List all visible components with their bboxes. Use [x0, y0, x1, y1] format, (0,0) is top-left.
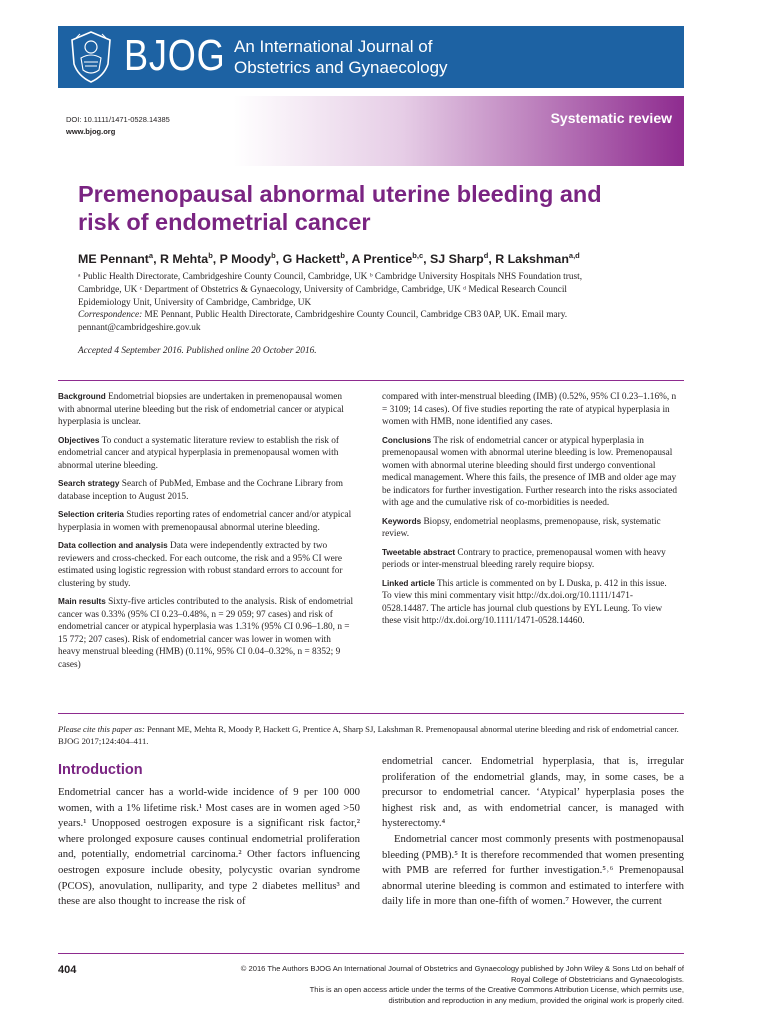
journal-brand: BJOG — [124, 31, 226, 80]
abstract-text: Biopsy, endometrial neoplasms, premenopause, risk, systematic review. — [382, 516, 661, 539]
affiliations-text: ᵃ Public Health Directorate, Cambridgeshire County Council, Cambridge, UK ᵇ Cambridge University Hospitals NHS Foundation trust, Cambridge, UK ᶜ Department of Obstetrics & Gynaecology, University of Cambridge, Cambridge, UK ᵈ Medical Research Council Epidemiology Unit, University of Cambridge, Cambridge, UK — [78, 272, 583, 308]
doi: DOI: 10.1111/1471-0528.14385 — [66, 115, 170, 124]
abstract-paragraph — [58, 391, 354, 429]
abstract-text: Search of PubMed, Embase and the Cochrane Library from database inception to August 2015. — [58, 479, 344, 502]
page-number: 404 — [58, 964, 77, 976]
abstract-divider-bottom — [58, 713, 684, 714]
abstract-label: Background — [58, 392, 106, 401]
author-name: P Moody — [219, 252, 272, 267]
abstract-paragraph — [382, 547, 678, 572]
abstract-paragraph — [58, 509, 354, 534]
author-name: SJ Sharp — [430, 252, 484, 267]
abstract-text: To conduct a systematic literature review to establish the risk of endometrial cancer and atypical hyperplasia in premenopausal women with abnormal uterine bleeding. — [58, 435, 339, 471]
abstract-label: Keywords — [382, 516, 422, 526]
citation-lead: Please cite this paper as: — [58, 724, 145, 734]
abstract-paragraph — [382, 435, 678, 510]
abstract-label: Tweetable abstract — [382, 547, 456, 557]
author-affiliation-marker: a,d — [568, 251, 580, 260]
abstract-text: Sixty-five articles contributed to the analysis. Risk of endometrial cancer was 0.33% (95% CI 0.23–0.48%, n = 29 059; 97 cases) and risk of endometrial cancer or atypical hyperplasia was 1.31% (95% CI 0.96–1.80, n = 15 772; 207 cases). Risk of endometrial cancer was lower in women with heavy menstrual bleeding (HMB) (0.11%, 95% CI 0.04–0.32%, n = 8352; 9 cases) — [58, 597, 354, 670]
doi-band — [58, 96, 684, 166]
affiliations — [78, 271, 678, 335]
abstract-label: Selection criteria — [58, 510, 124, 519]
abstract-paragraph — [58, 435, 354, 473]
abstract-paragraph — [382, 578, 678, 628]
article-type: Systematic review — [550, 110, 672, 126]
author-name: R Lakshman — [495, 252, 569, 267]
abstract-right-column — [382, 391, 678, 634]
section-heading-introduction: Introduction — [58, 762, 143, 778]
abstract-label: Conclusions — [382, 435, 432, 445]
body-right-column — [382, 754, 684, 910]
abstract-text: Data were independently extracted by two reviewers and cross-checked. For each outcome, the risk and a 95% CI were estimated using logistic regression with robust standard errors to account for clustering by study. — [58, 541, 343, 589]
abstract-text: Endometrial biopsies are undertaken in premenopausal women with abnormal uterine bleeding but the risk of endometrial cancer or atypical hyperplasia is unclear. — [58, 392, 344, 427]
correspondence-label: Correspondence: — [78, 310, 143, 321]
body-paragraph: Endometrial cancer has a world-wide incidence of 9 per 100 000 women, with a 1% lifetime risk.¹ Most cases are in women aged >50 years.¹ Unopposed oestrogen exposure is a significant risk factor,² where prolonged exposure causes continual endometrial proliferation and, potentially, endometrial carcinoma.² Other factors influencing oestrogen exposure include obesity, polycystic ovarian syndrome (PCOS), anovulation, nulliparity, and type 2 diabetes mellitus³ and these are also thought to increase the risk of — [58, 786, 360, 908]
accepted-date: Accepted 4 September 2016. Published online 20 October 2016. — [78, 346, 317, 356]
abstract-label: Search strategy — [58, 479, 120, 488]
author-affiliation-marker: b — [340, 251, 346, 260]
abstract-paragraph — [382, 391, 678, 429]
author-name: R Mehta — [159, 252, 209, 267]
author-affiliation-marker: a — [148, 251, 154, 260]
journal-crest-icon — [66, 30, 116, 84]
body-paragraph: Endometrial cancer most commonly presents with postmenopausal bleeding (PMB).⁵ It is therefore recommended that women presenting with PMB are referred for further investigation.⁵˒⁶ Premenopausal abnormal uterine bleeding is common and estimated to interfere with daily life in more than one-fifth of women.⁷ However, the current — [382, 832, 684, 908]
abstract-label: Linked article — [382, 578, 435, 588]
footer-divider — [58, 953, 684, 954]
author-affiliation-marker: d — [483, 251, 489, 260]
abstract-paragraph — [382, 516, 678, 541]
abstract-label: Main results — [58, 597, 106, 606]
license-notice: © 2016 The Authors BJOG An International Journal of Obstetrics and Gynaecology published by John Wiley & Sons Ltd on behalf of Royal College of Obstetricians and Gynaecologists. This is an open access article under the terms of the Creative Commons Attribution License, which permits use, distribution and reproduction in any medium, provided the original work is properly cited. — [240, 964, 684, 1005]
abstract-paragraph — [58, 540, 354, 590]
author-affiliation-marker: b,c — [412, 251, 424, 260]
abstract-paragraph — [58, 596, 354, 671]
author-name: G Hackett — [282, 252, 341, 267]
abstract-label: Objectives — [58, 435, 100, 445]
abstract-divider-top — [58, 380, 684, 381]
author-list: ME Pennant$^a$, R Mehta$^b$, P Moody$^b$, G Hackett$^b$, A Prentice$^{b,c}$, SJ Sharp$^d$, R Lakshman$^{a,d}$ — [78, 251, 580, 267]
abstract-paragraph — [58, 478, 354, 503]
abstract-text: This article is commented on by L Duska, p. 412 in this issue. To view this mini commentary visit http://dx.doi.org/10.1111/1471-0528.14487. The article has journal club questions by EYL Leung. To view these visit http://dx.doi.org/10.1111/1471-0528.14460. — [382, 578, 667, 626]
abstract-label: Data collection and analysis — [58, 541, 168, 550]
body-paragraph: endometrial cancer. Endometrial hyperplasia, that is, irregular proliferation of the endometrial glands, may, in some cases, be a precursor to endometrial cancer. ‘Atypical’ hyperplasia poses the highest risk and, as with endometrial cancer, is managed with hysterectomy.⁴ — [382, 755, 684, 830]
author-name: ME Pennant — [78, 252, 149, 267]
citation-text: Pennant ME, Mehta R, Moody P, Hackett G, Prentice A, Sharp SJ, Lakshman R. Premenopausal abnormal uterine bleeding and risk of endometrial cancer. BJOG 2017;124:404–411. — [58, 724, 679, 746]
journal-site: www.bjog.org — [66, 127, 116, 136]
abstract-text: compared with inter-menstrual bleeding (IMB) (0.52%, 95% CI 0.23–1.16%, n = 3109; 14 cases). Of five studies reporting the rate of atypical hyperplasia in women with HMB, none identified any cases. — [382, 392, 677, 427]
article-title: Premenopausal abnormal uterine bleeding and risk of endometrial cancer — [78, 181, 602, 235]
journal-name: An International Journal of Obstetrics and Gynaecology — [234, 37, 448, 77]
citation — [58, 723, 684, 747]
author-name: A Prentice — [351, 252, 413, 267]
abstract-text: Studies reporting rates of endometrial cancer and/or atypical hyperplasia in women with premenopausal abnormal uterine bleeding. — [58, 510, 352, 533]
journal-header — [58, 26, 684, 88]
author-affiliation-marker: b — [208, 251, 213, 260]
abstract-text: The risk of endometrial cancer or atypical hyperplasia in premenopausal women with abnormal uterine bleeding is low. Premenopausal women with abnormal uterine bleeding should first undergo conventional medical management. Where this fails, the presence of IMB and older age may be indicators for further investigation. Further research into the risks associated with age and the cumulative risk of co-morbidities is needed. — [382, 435, 678, 508]
body-left-column — [58, 785, 360, 910]
author-affiliation-marker: b — [271, 251, 276, 260]
correspondence-text: ME Pennant, Public Health Directorate, Cambridgeshire County Council, Cambridge CB3 0AP, UK. Email mary. pennant@cambridgeshire.gov.uk — [78, 310, 568, 334]
abstract-text: Contrary to practice, premenopausal women with heavy periods or inter-menstrual bleeding rarely require biopsy. — [382, 547, 666, 570]
abstract-left-column — [58, 391, 354, 677]
